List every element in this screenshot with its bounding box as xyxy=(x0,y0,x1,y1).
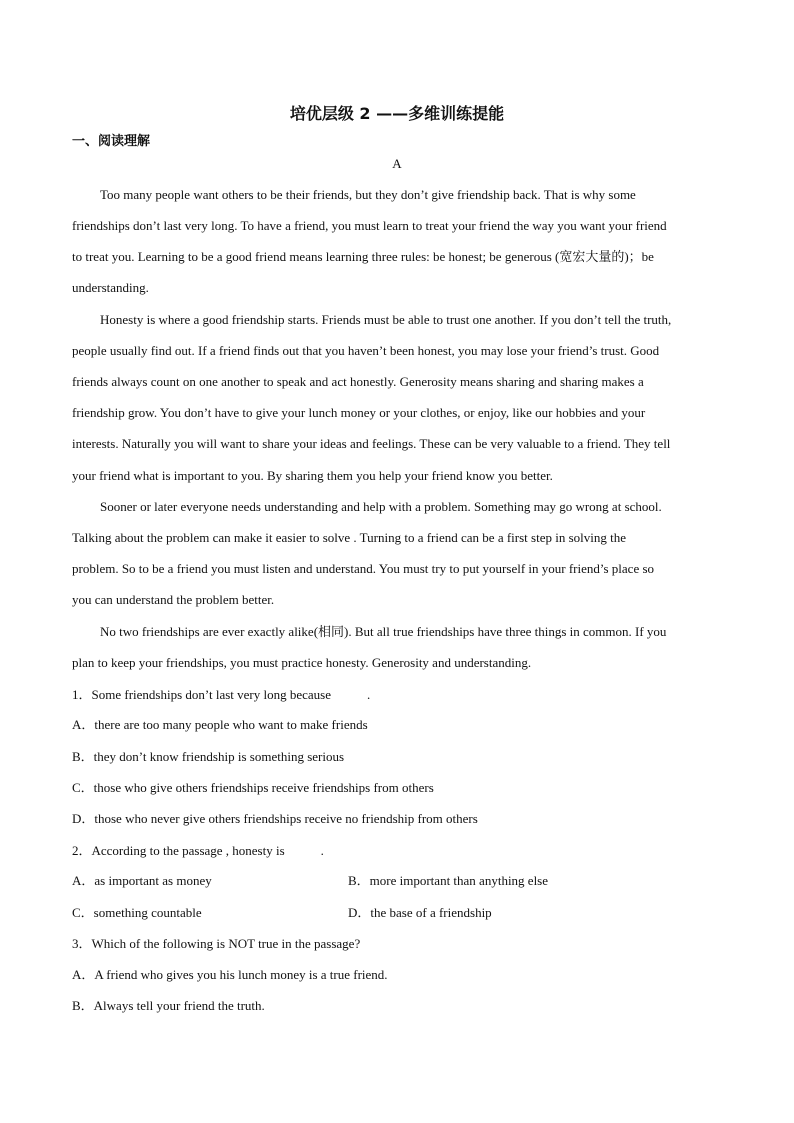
question-1-stem xyxy=(72,686,370,704)
paragraph-1-line-4: understanding. xyxy=(72,280,149,295)
paragraph-2-line-3: friends always count on one another to speak and act honestly. Generosity means sharing and sharing makes a xyxy=(72,374,644,389)
page-title: 培优层级 2 ——多维训练提能 xyxy=(289,104,505,123)
question-1-option-c: C．those who give others friendships receive friendships from others xyxy=(72,780,434,795)
passage-label: A xyxy=(392,156,402,171)
paragraph-1-line-3: to treat you. Learning to be a good friend means learning three rules: be honest; be generous (宽宏大量的)；be xyxy=(72,249,654,264)
question-2-option-b: B．more important than anything else xyxy=(348,873,549,888)
paragraph-2-line-6: your friend what is important to you. By sharing them you help your friend know you better. xyxy=(72,468,553,483)
paragraph-3-line-2: Talking about the problem can make it easier to solve . Turning to a friend can be a first step in solving the xyxy=(72,530,626,545)
question-3-stem: 3．Which of the following is NOT true in the passage? xyxy=(72,936,361,951)
section-heading: 一、阅读理解 xyxy=(72,134,151,149)
question-2-stem xyxy=(72,842,324,860)
paragraph-2-line-5: interests. Naturally you will want to share your ideas and feelings. These can be very valuable to a friend. They tell xyxy=(72,436,671,451)
paragraph-3-line-1: Sooner or later everyone needs understanding and help with a problem. Something may go wrong at school. xyxy=(100,499,662,514)
question-2-end: . xyxy=(320,843,324,858)
paragraph-4-line-1: No two friendships are ever exactly alike(相同). But all true friendships have three things in common. If you xyxy=(100,624,667,639)
paragraph-1-line-2: friendships don’t last very long. To have a friend, you must learn to treat your friend the way you want your friend xyxy=(72,218,667,233)
question-1-option-a: A．there are too many people who want to make friends xyxy=(72,717,368,732)
question-3-option-b: B．Always tell your friend the truth. xyxy=(72,998,265,1013)
question-1-end: . xyxy=(367,687,371,702)
paragraph-3-line-3: problem. So to be a friend you must listen and understand. You must try to put yourself in your friend’s place so xyxy=(72,561,655,576)
paragraph-2-line-4: friendship grow. You don’t have to give your lunch money or your clothes, or enjoy, like our hobbies and your xyxy=(72,405,646,420)
paragraph-1-line-1: Too many people want others to be their friends, but they don’t give friendship back. That is why some xyxy=(100,187,636,202)
question-1-option-b: B．they don’t know friendship is something serious xyxy=(72,749,345,764)
question-2-option-a: A．as important as money xyxy=(72,873,212,888)
question-2-option-c: C．something countable xyxy=(72,905,202,920)
question-3-option-a: A．A friend who gives you his lunch money is a true friend. xyxy=(72,967,388,982)
paragraph-2-line-2: people usually find out. If a friend finds out that you haven’t been honest, you may lose your friend’s trust. Good xyxy=(72,343,660,358)
question-2-text: 2．According to the passage , honesty is xyxy=(72,843,285,858)
question-1-option-d: D．those who never give others friendships receive no friendship from others xyxy=(72,811,478,826)
paragraph-2-line-1: Honesty is where a good friendship starts. Friends must be able to trust one another. If you don’t tell the truth, xyxy=(100,312,672,327)
question-1-text: 1．Some friendships don’t last very long because xyxy=(72,687,331,702)
paragraph-4-line-2: plan to keep your friendships, you must practice honesty. Generosity and understanding. xyxy=(72,655,532,670)
question-2-option-d: D．the base of a friendship xyxy=(348,905,492,920)
paragraph-3-line-4: you can understand the problem better. xyxy=(72,592,275,607)
